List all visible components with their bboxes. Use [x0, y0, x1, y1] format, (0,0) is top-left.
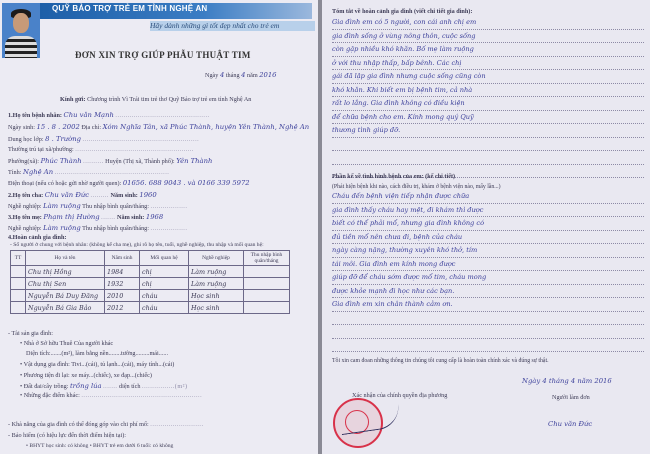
applicant-photo: [2, 3, 40, 58]
family-heading: 4.Hoàn cảnh gia đình:: [8, 234, 67, 241]
assets-house: • Nhà ở Sở hữu Thuê Của người khác: [20, 340, 114, 347]
father-job-row: Nghề nghiệp: Làm ruộng Thu nhập bình quân/tháng: ..................: [8, 202, 188, 210]
applicant-name: Chu văn Đức: [548, 420, 593, 428]
commitment-statement: Tôi xin cam đoan những thông tin chúng tôi cung cấp là hoàn toàn chính xác và đúng sự thật.: [332, 358, 549, 364]
table-row: Nguyễn Bá Gia Bảo 2012 cháu Học sinh: [11, 302, 290, 314]
org-slogan: Hãy dành những gì tốt đẹp nhất cho trẻ em: [150, 21, 315, 31]
col-relation: Mối quan hệ: [140, 251, 189, 266]
table-row: Chu thị Hồng 1984 chị Làm ruộng: [11, 266, 290, 278]
blank-line: [332, 325, 644, 339]
handwritten-line: ở với thu nhập thấp, bấp bênh. Các chị: [332, 57, 644, 71]
assets-items: • Vật dụng gia đình: Tivi...(cái), tủ lạnh...(cái), máy tính...(cái): [20, 361, 175, 368]
patient-level-row: Dung học lớp: 8 . Trường .........................................................: [8, 135, 200, 143]
illness-note: (Phát hiện bệnh khi nào, cách điều trị, khám ở bệnh viện nào, mấy lần...): [332, 184, 501, 190]
table-row: Chu thị Sen 1932 chị Làm ruộng: [11, 278, 290, 290]
signature-date: Ngày 4 tháng 4 năm 2016: [522, 377, 612, 385]
assets-area: Diện tích:.......(m²), làm bằng nền........tường.........mái......: [26, 350, 169, 357]
blank-line: [332, 312, 644, 326]
handwritten-line: để chữa bệnh cho em. Kính mong quý Quỹ: [332, 111, 644, 125]
org-name: QUỸ BẢO TRỢ TRẺ EM TỈNH NGHỆ AN: [52, 4, 208, 13]
applicant-label: Người làm đơn: [552, 394, 590, 401]
col-birth-year: Năm sinh: [105, 251, 140, 266]
blank-line: [332, 339, 644, 353]
handwritten-line: gia đình thấy cháu hay mệt, đi khám thì được: [332, 204, 644, 218]
form-page-left: [0, 0, 318, 454]
handwritten-line: giúp đỡ để cháu sớm được mổ tim, cháu mong: [332, 271, 644, 285]
illness-lines: [332, 190, 644, 352]
handwritten-line: Cháu đến bệnh viện tiếp nhận được chữa: [332, 190, 644, 204]
patient-phone-row: Điện thoại (nếu có hoặc gửi nhờ người quen): 01656. 688 9043 . và 0166 339 5972: [8, 179, 250, 187]
handwritten-line: ngày càng nặng, thường xuyên khó thở, tím: [332, 244, 644, 258]
mother-row: 3.Họ tên mẹ: Phạm thị Hường ....... Năm sinh: 1968: [8, 213, 164, 221]
table-row: Nguyễn Bá Duy Đăng 2010 cháu Học sinh: [11, 290, 290, 302]
assets-other: • Những đặc điểm khác: ...........................................................: [20, 392, 203, 399]
handwritten-line: rất lo lắng. Gia đình không có điều kiện: [332, 97, 644, 111]
col-tt: TT: [11, 251, 26, 266]
handwritten-line: Gia đình em có 5 người, con cái anh chị em: [332, 16, 644, 30]
assets-heading: - Tài sản gia đình:: [8, 330, 53, 337]
patient-ward-row: Phường(xã): Phúc Thành .......... Huyện (Thị xã, Thành phố): Yên Thành: [8, 157, 213, 165]
assets-land: • Đất đai/cây trồng: trồng lúa ....... diện tích ................(m²): [20, 382, 188, 390]
patient-residence-row: Thường trú tại xã/phường: ..........................................................: [8, 146, 194, 153]
handwritten-line: biết có thể phải mổ, nhưng gia đình không có: [332, 217, 644, 231]
patient-province-row: Tỉnh: Nghệ An ........................................................: [8, 168, 170, 176]
handwritten-line: được khỏe mạnh đi học như các bạn.: [332, 285, 644, 299]
table-header-row: [11, 251, 290, 266]
form-title: ĐƠN XIN TRỢ GIÚP PHẪU THUẬT TIM: [75, 50, 251, 60]
family-summary-heading: Tóm tắt về hoàn cảnh gia đình (viết chi tiết gia đình):: [332, 8, 473, 15]
handwritten-line: gia đình sống ở vùng nông thôn, cuộc sống: [332, 30, 644, 44]
form-date: Ngày 4 tháng 4 năm 2016: [205, 71, 277, 79]
handwritten-line: tái môi. Gia đình em kính mong được: [332, 258, 644, 272]
family-summary-lines: [332, 16, 644, 178]
authority-confirmation-label: Xác nhận của chính quyền địa phương: [352, 392, 448, 399]
insurance-options: • BHYT học sinh: có không • BHYT trẻ em dưới 6 tuổi: có không: [26, 443, 174, 449]
handwritten-line: khó khăn. Khi biết em bị bệnh tim, cả nhà: [332, 84, 644, 98]
col-income: Thu nhập bình quân/tháng: [244, 251, 290, 266]
patient-name-row: 1.Họ tên bệnh nhân: Chu văn Mạnh ..............................................: [8, 111, 210, 119]
handwritten-line: gái đã lập gia đình nhưng cuộc sống cũng còn: [332, 70, 644, 84]
photo-shirt: [5, 36, 37, 58]
patient-dob-row: Ngày sinh: 15 . 8 . 2002 Địa chỉ: Xóm Nghĩa Tân, xã Phúc Thành, huyện Yên Thành, Nghệ An: [8, 123, 310, 131]
mother-job-row: Nghề nghiệp: Làm ruộng Thu nhập bình quân/tháng: ..................: [8, 224, 188, 232]
addressee: Kính gửi: Chương trình Vì Trái tim trẻ thơ Quỹ Bảo trợ trẻ em tỉnh Nghệ An: [60, 96, 252, 103]
org-banner: [40, 3, 312, 19]
assets-vehicle: • Phương tiện đi lại: xe máy...(chiếc), xe đạp...(chiếc): [20, 372, 152, 379]
col-job: Nghề nghiệp: [189, 251, 244, 266]
family-members-table: [10, 250, 290, 314]
insurance-heading: - Bảo hiểm (có hiệu lực đến thời điểm hiện tại):: [8, 432, 126, 439]
handwritten-line: đủ tiền mổ nên chưa đi, bệnh của cháu: [332, 231, 644, 245]
handwritten-line: còn gặp nhiều khó khăn. Bố mẹ làm ruộng: [332, 43, 644, 57]
handwritten-line: Gia đình em xin chân thành cảm ơn.: [332, 298, 644, 312]
family-note: - Số người ở chung với bệnh nhân: (không kể cha mẹ), ghi rõ họ tên, tuổi, nghề nghiệp, thu nhập và mối quan hệ:: [10, 242, 264, 248]
illness-heading: Phần kể về tình hình bệnh của em: (kể chi tiết): [332, 173, 456, 180]
photo-face: [13, 13, 29, 33]
family-contribution: - Khả năng của gia đình có thể đóng góp vào chi phí mổ: ..........................: [8, 421, 204, 428]
form-page-right: [322, 0, 650, 454]
father-row: 2.Họ tên cha: Chu văn Đức ......... Năm sinh: 1960: [8, 191, 157, 199]
handwritten-line: thương tình giúp đỡ.: [332, 124, 644, 138]
col-name: Họ và tên: [26, 251, 105, 266]
blank-line: [332, 151, 644, 165]
blank-line: [332, 138, 644, 152]
